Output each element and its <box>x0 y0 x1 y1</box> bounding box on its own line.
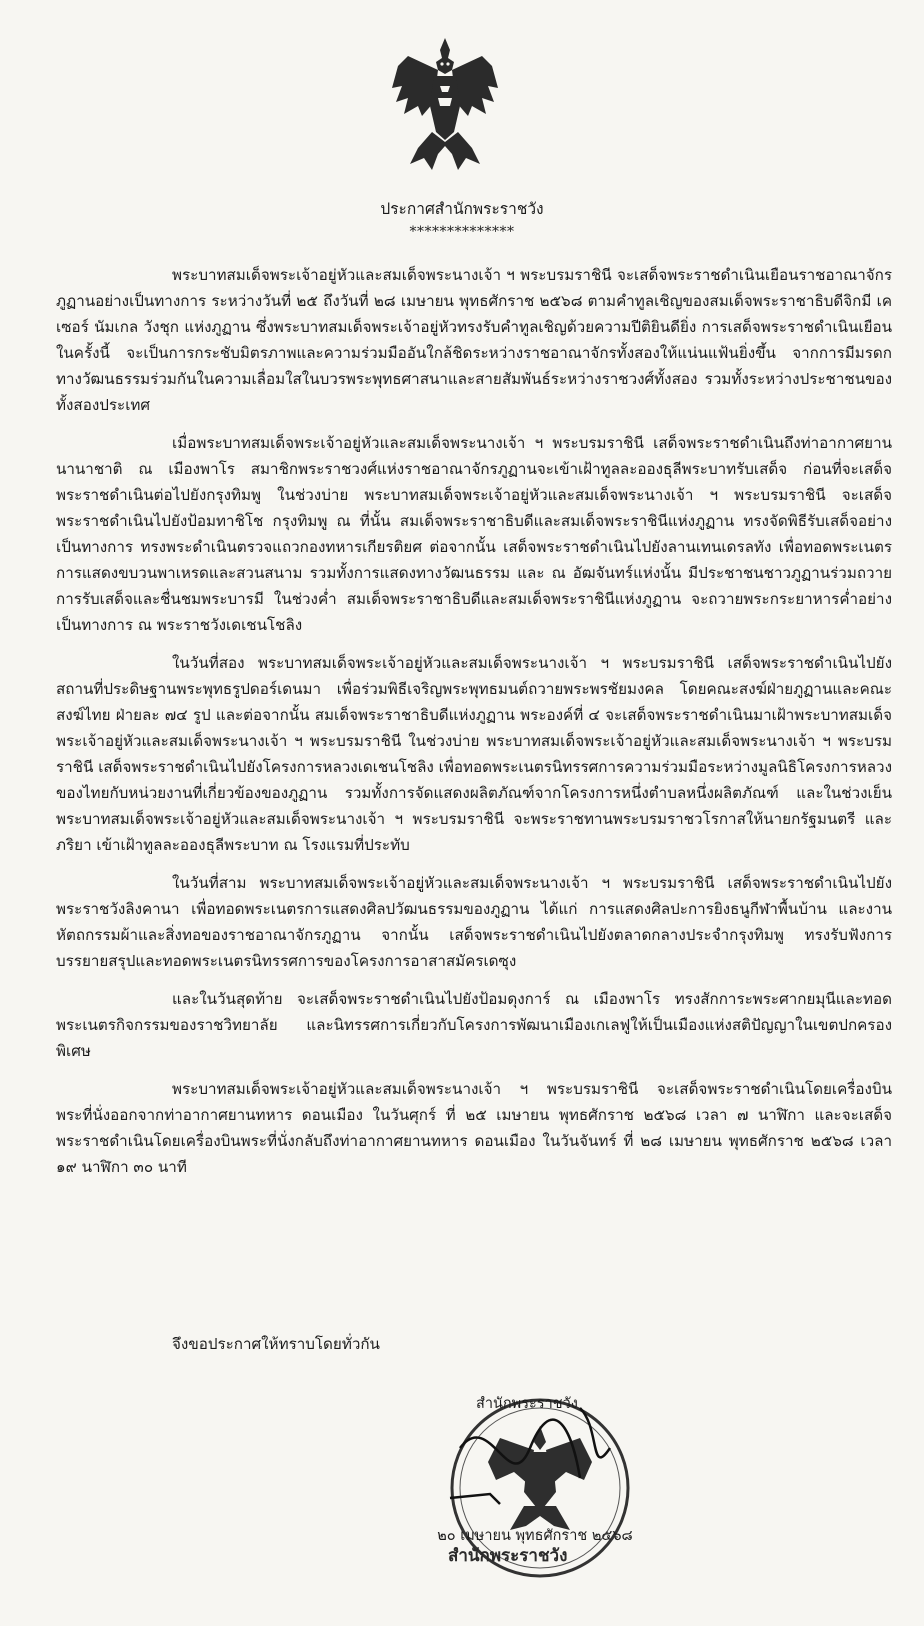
paragraph-4: ในวันที่สาม พระบาทสมเด็จพระเจ้าอยู่หัวและสมเด็จพระนางเจ้า ฯ พระบรมราชินี เสด็จพระราชดำเนินไปยังพระราชวังลิงคานา เพื่อทอดพระเนตรการแสดงศิลปวัฒนธรรมของภูฏาน ได้แก่ การแสดงศิลปะการยิงธนูกีฬาพื้นบ้าน และงานหัตถกรรมผ้าและสิ่งทอของราชอาณาจักรภูฏาน จากนั้น เสด็จพระราชดำเนินไปยังตลาดกลางประจำกรุงทิมพู ทรงรับฟังการบรรยายสรุปและทอดพระเนตรนิทรรศการของโครงการอาสาสมัครเดซุง <box>56 874 892 970</box>
paragraph-3: ในวันที่สอง พระบาทสมเด็จพระเจ้าอยู่หัวและสมเด็จพระนางเจ้า ฯ พระบรมราชินี เสด็จพระราชดำเนินไปยังสถานที่ประดิษฐานพระพุทธรูปดอร์เดนมา เพื่อร่วมพิธีเจริญพระพุทธมนต์ถวายพระพรชัยมงคล โดยคณะสงฆ์ฝ่ายภูฏานและคณะสงฆ์ไทย ฝ่ายละ ๗๔ รูป และต่อจากนั้น สมเด็จพระราชาธิบดีแห่งภูฏาน พระองค์ที่ ๔ จะเสด็จพระราชดำเนินมาเฝ้าพระบาทสมเด็จพระเจ้าอยู่หัวและสมเด็จพระนางเจ้า ฯ พระบรมราชินี ในช่วงบ่าย พระบาทสมเด็จพระเจ้าอยู่หัวและสมเด็จพระนางเจ้า ฯ พระบรมราชินี เสด็จพระราชดำเนินไปยังโครงการหลวงเดเชนโชลิง เพื่อทอดพระเนตรนิทรรศการความร่วมมือระหว่างมูลนิธิโครงการหลวงของไทยกับหน่วยงานที่เกี่ยวข้องของภูฏาน รวมทั้งการจัดแสดงผลิตภัณฑ์จากโครงการหนึ่งตำบลหนึ่งผลิตภัณฑ์ และในช่วงเย็น พระบาทสมเด็จพระเจ้าอยู่หัวและสมเด็จพระนางเจ้า ฯ พระบรมราชินี จะพระราชทานพระบรมราชวโรกาสให้นายกรัฐมนตรี และภริยา เข้าเฝ้าทูลละอองธุลีพระบาท ณ โรงแรมที่ประทับ <box>56 654 892 854</box>
title-separator: ************** <box>409 224 515 240</box>
seal-text: สำนักพระราชวัง <box>448 1546 568 1566</box>
garuda-emblem-icon <box>388 36 502 174</box>
closing-line: จึงขอประกาศให้ทราบโดยทั่วกัน <box>172 1335 380 1353</box>
signature-date: ๒๐ เมษายน พุทธศักราช ๒๕๖๘ <box>437 1528 633 1544</box>
paragraph-6: พระบาทสมเด็จพระเจ้าอยู่หัวและสมเด็จพระนางเจ้า ฯ พระบรมราชินี จะเสด็จพระราชดำเนินโดยเครื่องบินพระที่นั่งออกจากท่าอากาศยานทหาร ดอนเมือง ในวันศุกร์ ที่ ๒๕ เมษายน พุทธศักราช ๒๕๖๘ เวลา ๗ นาฬิกา และจะเสด็จพระราชดำเนินโดยเครื่องบินพระที่นั่งกลับถึงท่าอากาศยานทหาร ดอนเมือง ในวันจันทร์ ที่ ๒๘ เมษายน พุทธศักราช ๒๕๖๘ เวลา ๑๙ นาฬิกา ๓๐ นาที <box>56 1080 892 1176</box>
paragraph-5: และในวันสุดท้าย จะเสด็จพระราชดำเนินไปยังป้อมดุงการ์ ณ เมืองพาโร ทรงสักการะพระศากยมุนีและทอดพระเนตรกิจกรรมของราชวิทยาลัย และนิทรรศการเกี่ยวกับโครงการพัฒนาเมืองเกเลฟูให้เป็นเมืองแห่งสติปัญญาในเขตปกครองพิเศษ <box>56 990 892 1060</box>
signature-office: สำนักพระราชวัง <box>476 1396 578 1412</box>
signature-block <box>390 1378 680 1588</box>
paragraph-1: พระบาทสมเด็จพระเจ้าอยู่หัวและสมเด็จพระนางเจ้า ฯ พระบรมราชินี จะเสด็จพระราชดำเนินเยือนราชอาณาจักรภูฏานอย่างเป็นทางการ ระหว่างวันที่ ๒๕ ถึงวันที่ ๒๘ เมษายน พุทธศักราช ๒๕๖๘ ตามคำทูลเชิญของสมเด็จพระราชาธิบดีจิกมี เคเซอร์ นัมเกล วังชุก แห่งภูฏาน ซึ่งพระบาทสมเด็จพระเจ้าอยู่หัวทรงรับคำทูลเชิญด้วยความปีติยินดียิ่ง การเสด็จพระราชดำเนินเยือนในครั้งนี้ จะเป็นการกระชับมิตรภาพและความร่วมมืออันใกล้ชิดระหว่างราชอาณาจักรทั้งสองให้แน่นแฟ้นยิ่งขึ้น จากการมีมรดกทางวัฒนธรรมร่วมกันในความเลื่อมใสในบวรพระพุทธศาสนาและสายสัมพันธ์ระหว่างราชวงศ์ทั้งสอง รวมทั้งระหว่างประชาชนของทั้งสองประเทศ <box>56 266 892 414</box>
page-title: ประกาศสำนักพระราชวัง <box>380 200 544 218</box>
paragraph-2: เมื่อพระบาทสมเด็จพระเจ้าอยู่หัวและสมเด็จพระนางเจ้า ฯ พระบรมราชินี เสด็จพระราชดำเนินถึงท่าอากาศยานนานาชาติ ณ เมืองพาโร สมาชิกพระราชวงศ์แห่งราชอาณาจักรภูฏานจะเข้าเฝ้าทูลละอองธุลีพระบาทรับเสด็จ ก่อนที่จะเสด็จพระราชดำเนินต่อไปยังกรุงทิมพู ในช่วงบ่าย พระบาทสมเด็จพระเจ้าอยู่หัวและสมเด็จพระนางเจ้า ฯ พระบรมราชินี จะเสด็จพระราชดำเนินไปยังป้อมทาชิโช กรุงทิมพู ณ ที่นั้น สมเด็จพระราชาธิบดีและสมเด็จพระราชินีแห่งภูฏาน ทรงจัดพิธีรับเสด็จอย่างเป็นทางการ ทรงพระดำเนินตรวจแถวกองทหารเกียรติยศ ต่อจากนั้น เสด็จพระราชดำเนินไปยังลานเทนเดรลทัง เพื่อทอดพระเนตรการแสดงขบวนพาเหรดและสวนสนาม รวมทั้งการแสดงทางวัฒนธรรม และ ณ อัฒจันทร์แห่งนั้น มีประชาชนชาวภูฏานร่วมถวายการรับเสด็จและชื่นชมพระบารมี ในช่วงค่ำ สมเด็จพระราชาธิบดีและสมเด็จพระราชินีแห่งภูฏาน จะถวายพระกระยาหารค่ำอย่างเป็นทางการ ณ พระราชวังเดเชนโชลิง <box>56 434 892 634</box>
announcement-body <box>56 262 892 1192</box>
